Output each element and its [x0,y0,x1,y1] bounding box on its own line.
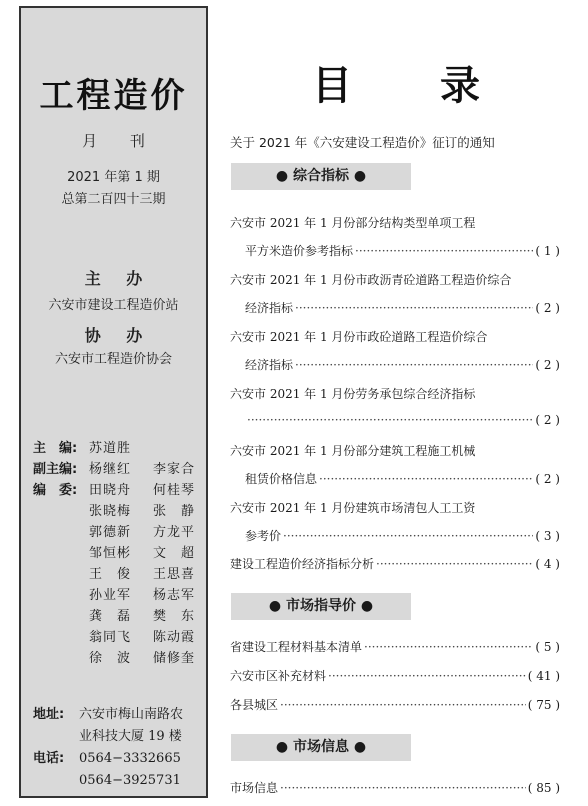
page-number: ( 2 ) [535,413,560,427]
issue-number: 2021 年第 1 期 [67,170,160,185]
committee-member: 田晓舟 [89,483,132,498]
leader-dots [283,529,533,543]
deputy-name: 李家合 [153,462,196,477]
toc-entry-label: 租赁价格信息 [245,472,318,486]
co-organizer-name: 六安市工程造价协会 [54,352,172,367]
page-number: ( 2 ) [535,358,560,372]
committee-row [33,564,217,585]
editor-label: 主 编: [33,441,78,456]
toc-entry[interactable] [230,555,560,572]
toc-heading-char-2: 录 [440,62,480,109]
page-number: ( 85 ) [527,781,560,795]
frequency: 月 刊 [82,132,159,150]
toc-item-line[interactable]: 六安市 2021 年 1 月份劳务承包综合经济指标 [230,387,476,401]
committee-row [33,606,217,627]
deputy-row [33,459,217,480]
co-organizer-label: 协 办 [84,326,153,345]
toc-item-line[interactable]: 六安市 2021 年 1 月份部分结构类型单项工程 [230,216,476,230]
editor-row [33,438,217,459]
toc-entry-label: 建设工程造价经济指标分析 [230,557,375,571]
magazine-title: 工程造价 [39,76,188,116]
leader-dots [328,669,526,683]
toc-entry-label: 市场信息 [230,781,279,795]
toc-entry[interactable] [245,242,560,259]
address-line-2: 业科技大厦 19 楼 [79,729,182,744]
leader-dots [280,781,526,795]
leader-dots [376,557,533,571]
page-number: ( 75 ) [527,698,560,712]
page-number: ( 2 ) [535,301,560,315]
committee-member: 何桂琴 [153,483,196,498]
page-number: ( 1 ) [535,244,560,258]
committee-member: 张晓梅 [89,504,132,519]
toc-entry[interactable] [230,779,560,796]
leader-dots [364,640,533,654]
address-line-1: 六安市梅山南路农 [79,707,184,722]
committee-member: 翁同飞 [89,630,132,645]
subscription-notice[interactable]: 关于 2021 年《六安建设工程造价》征订的通知 [230,135,495,150]
leader-dots [319,472,533,486]
committee-member: 邹恒彬 [89,546,132,561]
address-label: 地址: [33,707,65,722]
toc-item-line[interactable]: 六安市 2021 年 1 月份部分建筑工程施工机械 [230,444,476,458]
toc-entry[interactable] [245,527,560,544]
deputy-name: 杨继红 [89,462,132,477]
leader-dots [280,698,526,712]
toc-entry[interactable] [230,638,560,655]
committee-member: 王思喜 [153,567,196,582]
sponsor-label: 主 办 [84,269,153,288]
page-number: ( 41 ) [527,669,560,683]
committee-row [33,522,217,543]
masthead-panel [19,6,208,798]
sponsor-name: 六安市建设工程造价站 [48,298,179,313]
toc-entry[interactable] [245,356,560,373]
committee-member: 陈动霞 [153,630,196,645]
leader-dots [355,244,533,258]
section-market-guide-price: ● 市场指导价 ● [231,593,411,620]
committee-member: 樊 东 [153,609,196,624]
committee-member: 王 俊 [89,567,132,582]
toc-entry-label: 六安市区补充材料 [230,669,327,683]
committee-member: 徐 波 [89,651,132,666]
page-number: ( 5 ) [535,640,560,654]
committee-member: 龚 磊 [89,609,132,624]
toc-entry-label: 经济指标 [245,301,294,315]
committee-row [33,480,217,501]
toc-heading-char-1: 目 [312,62,352,109]
contact-info [33,704,183,792]
committee-member: 方龙平 [153,525,196,540]
page-number: ( 3 ) [535,529,560,543]
committee-member: 杨志军 [153,588,196,603]
committee-row [33,648,217,669]
toc-entry-label: 参考价 [245,529,282,543]
toc-item-line[interactable]: 六安市 2021 年 1 月份建筑市场清包人工工资 [230,501,476,515]
page-number: ( 4 ) [535,557,560,571]
toc-entry-label: 各县城区 [230,698,279,712]
toc-item-line[interactable]: 六安市 2021 年 1 月份市政砼道路工程造价综合 [230,330,488,344]
committee-member: 储修奎 [153,651,196,666]
committee-row [33,543,217,564]
editor-name: 苏道胜 [89,441,132,456]
phone-2: 0564−3925731 [79,773,181,788]
committee-label: 编 委: [33,483,78,498]
committee-member: 文 超 [153,546,196,561]
page-number: ( 2 ) [535,472,560,486]
total-issue-number: 总第二百四十三期 [61,192,166,207]
toc-entry[interactable] [245,470,560,487]
toc-entry[interactable] [230,667,560,684]
committee-row [33,585,217,606]
leader-dots [295,301,533,315]
section-comprehensive-indicators: ● 综合指标 ● [231,163,411,190]
committee-member: 张 静 [153,504,196,519]
toc-entry[interactable] [245,413,560,427]
toc-entry-label: 平方米造价参考指标 [245,244,354,258]
editorial-staff [33,438,217,669]
toc-item-line[interactable]: 六安市 2021 年 1 月份市政沥青砼道路工程造价综合 [230,273,512,287]
committee-member: 郭德新 [89,525,132,540]
phone-1: 0564−3332665 [79,751,181,766]
leader-dots [295,358,533,372]
toc-entry[interactable] [245,299,560,316]
committee-row [33,627,217,648]
phone-label: 电话: [33,751,65,766]
toc-entry-label: 省建设工程材料基本清单 [230,640,363,654]
committee-member: 孙业军 [89,588,132,603]
toc-entry[interactable] [230,696,560,713]
committee-row [33,501,217,522]
deputy-label: 副主编: [33,462,78,477]
leader-dots [247,413,533,427]
toc-entry-label: 经济指标 [245,358,294,372]
section-market-information: ● 市场信息 ● [231,734,411,761]
